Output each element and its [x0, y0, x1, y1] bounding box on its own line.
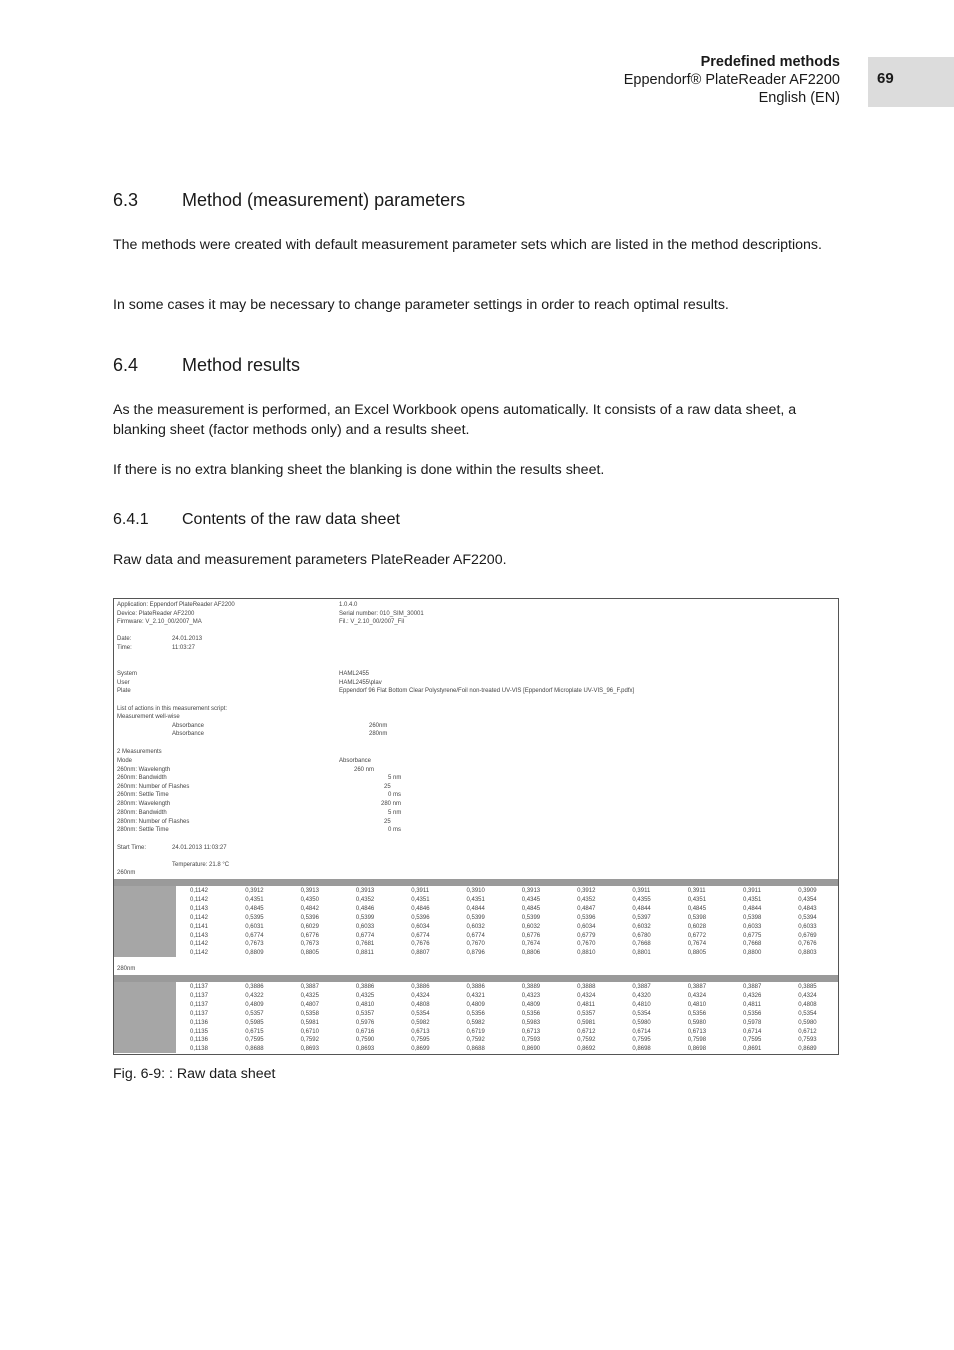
table-cell: 0,5980: [798, 1019, 817, 1026]
table-cell: 0,8809: [245, 950, 264, 957]
table-cell: 0,3912: [577, 888, 596, 894]
table-cell: 0,4810: [355, 1001, 375, 1008]
table-cell: 0,3887: [300, 984, 319, 990]
meta-param: 280nm: Bandwidth: [117, 810, 167, 816]
table-cell: 0,4811: [743, 1001, 761, 1008]
table-cell: 0,6712: [798, 1028, 817, 1035]
page-number: 69: [868, 57, 954, 107]
table-cell: 0,4354: [798, 896, 817, 903]
table-cell: 0,6034: [411, 923, 430, 930]
meta-param-value: 5 nm: [388, 810, 402, 816]
table-cell: 0,1137: [190, 1010, 208, 1017]
table-row: [176, 896, 838, 905]
table-cell: 0,5983: [521, 1019, 541, 1026]
meta-mode-value: Absorbance: [339, 758, 372, 764]
meta-param: 260nm: Wavelength: [117, 767, 171, 773]
table-cell: 0,8800: [743, 950, 762, 957]
table-cell: 0,1135: [190, 1028, 208, 1035]
table-cell: 0,8805: [687, 950, 707, 957]
table-cell: 0,7676: [798, 941, 817, 948]
table-cell: 0,5354: [632, 1010, 651, 1017]
meta-start-value: 24.01.2013 11:03:27: [172, 845, 227, 851]
row-header-strip: [114, 886, 176, 957]
table-cell: 0,4324: [577, 992, 596, 999]
table-cell: 0,7673: [245, 941, 264, 948]
table-cell: 0,7592: [466, 1037, 485, 1044]
table-cell: 0,4844: [466, 905, 485, 912]
table-cell: 0,7668: [743, 941, 762, 948]
table-cell: 0,3913: [300, 888, 319, 894]
table-cell: 0,3887: [632, 984, 651, 990]
table-cell: 0,4352: [355, 896, 375, 903]
meta-param: 280nm: Settle Time: [117, 827, 169, 833]
table-cell: 0,4845: [521, 905, 541, 912]
meta-plate-label: Plate: [117, 688, 131, 694]
table-cell: 0,4326: [743, 992, 762, 999]
table-cell: 0,6033: [355, 923, 375, 930]
meta-system-value: HAML2455: [339, 671, 370, 677]
table-row: [176, 992, 838, 1001]
table-cell: 0,4842: [300, 905, 319, 912]
table-cell: 0,4320: [632, 992, 651, 999]
raw-data-sheet-image: [113, 598, 839, 1055]
table-row: [176, 1036, 838, 1045]
table-cell: 0,6034: [577, 923, 596, 930]
table-cell: 0,5356: [521, 1010, 541, 1017]
table-cell: 0,8698: [632, 1046, 651, 1053]
table-cell: 0,6779: [577, 932, 596, 939]
table-cell: 0,3889: [521, 984, 541, 990]
meta-param: 260nm: Settle Time: [117, 792, 169, 798]
table-cell: 0,1143: [190, 905, 208, 912]
heading-6-4: [113, 355, 300, 376]
heading-number: 6.4: [113, 355, 139, 375]
table-cell: 0,1141: [190, 923, 208, 930]
meta-temperature: Temperature: 21.8 °C: [172, 862, 230, 868]
table-cell: 0,8796: [466, 950, 485, 957]
table-cell: 0,4845: [245, 905, 264, 912]
table-cell: 0,4844: [743, 905, 762, 912]
table-cell: 0,4810: [632, 1001, 651, 1008]
table-cell: 0,7674: [521, 941, 541, 948]
table-cell: 0,5357: [355, 1010, 375, 1017]
table-cell: 0,8688: [466, 1046, 485, 1053]
table-cell: 0,4809: [466, 1001, 485, 1008]
table-cell: 0,1142: [190, 896, 208, 903]
table-cell: 0,6713: [687, 1028, 707, 1035]
table-cell: 0,1142: [190, 914, 208, 921]
table-row: [176, 914, 838, 923]
table-cell: 0,7670: [577, 941, 596, 948]
table-cell: 0,1143: [190, 932, 208, 939]
table-cell: 0,8803: [798, 950, 817, 957]
header-product: Eppendorf® PlateReader AF2200: [623, 72, 840, 88]
table-cell: 0,6028: [687, 923, 707, 930]
table-cell: 0,6776: [521, 932, 541, 939]
table-cell: 0,7595: [743, 1037, 762, 1044]
paragraph: As the measurement is performed, an Excel Workbook opens automatically. It consists of a raw data sheet, a blanking sheet (factor methods only) and a results sheet.: [113, 402, 797, 438]
table-cell: 0,3886: [466, 984, 485, 990]
meta-param: 260nm: Number of Flashes: [117, 784, 190, 790]
table-cell: 0,6031: [245, 923, 264, 930]
table-cell: 0,8688: [245, 1046, 264, 1053]
table-cell: 0,3913: [521, 888, 541, 894]
table-row: [176, 887, 838, 896]
table-row: [176, 1045, 838, 1054]
table-cell: 0,7593: [521, 1037, 541, 1044]
meta-plate-value: Eppendorf 96 Flat Bottom Clear Polystyrene/Foil non-treated UV-VIS [Eppendorf Microplate UV-VIS_96_F.pdfx]: [339, 688, 635, 694]
table-cell: 0,4351: [466, 896, 485, 903]
table-cell: 0,4845: [687, 905, 707, 912]
meta-user-label: User: [117, 680, 130, 686]
table-cell: 0,6714: [632, 1028, 651, 1035]
table-cell: 0,6713: [411, 1028, 430, 1035]
table-cell: 0,6033: [743, 923, 762, 930]
table-cell: 0,5356: [687, 1010, 707, 1017]
table-cell: 0,6714: [743, 1028, 762, 1035]
table-cell: 0,1137: [190, 992, 208, 999]
table-cell: 0,1136: [190, 1037, 208, 1044]
table-row: [176, 1019, 838, 1028]
table-cell: 0,4322: [245, 992, 264, 999]
table-cell: 0,7674: [687, 941, 707, 948]
table-cell: 0,5356: [466, 1010, 485, 1017]
table-cell: 0,4351: [411, 896, 430, 903]
table-cell: 0,6032: [632, 923, 651, 930]
table-cell: 0,6774: [466, 932, 485, 939]
paragraph: Raw data and measurement parameters PlateReader AF2200.: [113, 552, 507, 568]
meta-param-value: 25: [384, 819, 391, 825]
table-cell: 0,8811: [355, 950, 374, 957]
table-cell: 0,6715: [245, 1028, 264, 1035]
block-label-280: 280nm: [117, 966, 136, 972]
meta-absorbance-1-value: 260nm: [369, 723, 388, 729]
table-header-strip: [114, 879, 838, 886]
table-cell: 0,5357: [577, 1010, 596, 1017]
meta-device: Device: PlateReader AF2200: [117, 611, 195, 617]
table-row: [176, 1028, 838, 1037]
table-cell: 0,5396: [300, 914, 319, 921]
table-cell: 0,7595: [245, 1037, 264, 1044]
table-cell: 0,3909: [798, 888, 817, 894]
table-cell: 0,6774: [245, 932, 264, 939]
table-cell: 0,7592: [300, 1037, 319, 1044]
table-cell: 0,4321: [466, 992, 485, 999]
table-cell: 0,6769: [798, 932, 817, 939]
meta-param: 280nm: Number of Flashes: [117, 819, 190, 825]
meta-firmware: Firmware: V_2.10_00/2007_MA: [117, 619, 202, 625]
table-cell: 0,5398: [743, 914, 762, 921]
table-cell: 0,4355: [632, 896, 651, 903]
table-cell: 0,4324: [687, 992, 707, 999]
table-cell: 0,4324: [411, 992, 430, 999]
table-cell: 0,6032: [466, 923, 485, 930]
figure-caption: Fig. 6-9: : Raw data sheet: [113, 1066, 276, 1082]
meta-actions: List of actions in this measurement script:: [117, 706, 228, 712]
meta-application: Application: Eppendorf PlateReader AF2200: [117, 602, 235, 608]
table-cell: 0,4325: [300, 992, 319, 999]
table-row: [176, 940, 838, 949]
meta-serial: Serial number: 010_SIM_30001: [339, 611, 424, 617]
table-cell: 0,4809: [521, 1001, 541, 1008]
table-row: [176, 1010, 838, 1019]
table-cell: 0,4351: [245, 896, 264, 903]
table-cell: 0,7673: [300, 941, 319, 948]
table-cell: 0,8807: [411, 950, 430, 957]
table-cell: 0,1136: [190, 1019, 208, 1026]
header-section-title: Predefined methods: [700, 54, 840, 70]
table-cell: 0,5976: [355, 1019, 375, 1026]
table-cell: 0,6776: [300, 932, 319, 939]
table-cell: 0,5396: [577, 914, 596, 921]
table-cell: 0,6029: [300, 923, 319, 930]
table-cell: 0,4345: [521, 896, 541, 903]
table-cell: 0,5357: [245, 1010, 264, 1017]
table-cell: 0,3885: [798, 984, 817, 990]
meta-param: 280nm: Wavelength: [117, 801, 171, 807]
table-cell: 0,4811: [577, 1001, 595, 1008]
table-row: [176, 932, 838, 941]
table-cell: 0,5978: [743, 1019, 762, 1026]
table-cell: 0,3886: [355, 984, 375, 990]
table-cell: 0,6774: [355, 932, 375, 939]
table-cell: 0,6033: [798, 923, 817, 930]
table-cell: 0,5980: [687, 1019, 707, 1026]
table-cell: 0,8692: [577, 1046, 596, 1053]
meta-absorbance-1: Absorbance: [172, 723, 205, 729]
table-cell: 0,4847: [577, 905, 596, 912]
table-cell: 0,6772: [687, 932, 707, 939]
table-cell: 0,4808: [798, 1001, 817, 1008]
table-cell: 0,1137: [190, 984, 208, 990]
table-cell: 0,4809: [245, 1001, 264, 1008]
table-cell: 0,3886: [411, 984, 430, 990]
table-cell: 0,4352: [577, 896, 596, 903]
heading-title: Method results: [182, 355, 301, 375]
table-cell: 0,4810: [687, 1001, 707, 1008]
table-cell: 0,8693: [355, 1046, 375, 1053]
table-cell: 0,5399: [466, 914, 485, 921]
table-cell: 0,5981: [577, 1019, 596, 1026]
table-cell: 0,5356: [743, 1010, 762, 1017]
table-cell: 0,5354: [411, 1010, 430, 1017]
table-cell: 0,1142: [190, 888, 208, 894]
heading-title: Contents of the raw data sheet: [182, 511, 400, 528]
table-cell: 0,3913: [355, 888, 375, 894]
table-cell: 0,4350: [300, 896, 319, 903]
heading-number: 6.4.1: [113, 511, 149, 528]
paragraph: If there is no extra blanking sheet the blanking is done within the results sheet.: [113, 462, 605, 478]
table-cell: 0,7681: [355, 941, 375, 948]
table-cell: 0,7598: [687, 1037, 707, 1044]
table-cell: 0,6032: [521, 923, 541, 930]
table-cell: 0,4844: [632, 905, 651, 912]
table-cell: 0,5399: [521, 914, 541, 921]
table-row: [176, 905, 838, 914]
table-cell: 0,5358: [300, 1010, 319, 1017]
table-cell: 0,4808: [411, 1001, 430, 1008]
meta-mode-label: Mode: [117, 758, 133, 764]
table-header-strip: [114, 975, 838, 982]
table-cell: 0,8801: [632, 950, 651, 957]
table-cell: 0,4846: [355, 905, 375, 912]
table-cell: 0,5985: [245, 1019, 264, 1026]
block-label-260: 260nm: [117, 870, 136, 876]
meta-param-value: 0 ms: [388, 827, 402, 833]
table-cell: 0,8690: [521, 1046, 541, 1053]
table-cell: 0,3888: [577, 984, 596, 990]
table-cell: 0,3886: [245, 984, 264, 990]
meta-firmware-value: Fil.: V_2.10_00/2007_Fil: [339, 619, 405, 625]
meta-time-value: 11:03:27: [172, 645, 195, 651]
table-cell: 0,6713: [521, 1028, 541, 1035]
table-cell: 0,3911: [632, 888, 651, 894]
heading-6-4-1: [113, 511, 400, 529]
table-row: [176, 1001, 838, 1010]
table-cell: 0,8699: [411, 1046, 430, 1053]
table-cell: 0,5982: [411, 1019, 430, 1026]
table-cell: 0,6775: [743, 932, 762, 939]
table-cell: 0,5397: [632, 914, 651, 921]
meta-date-value: 24.01.2013: [172, 636, 203, 642]
meta-param-value: 0 ms: [388, 792, 402, 798]
table-cell: 0,8693: [300, 1046, 319, 1053]
meta-param-value: 25: [384, 784, 391, 790]
table-cell: 0,6710: [300, 1028, 319, 1035]
table-cell: 0,1142: [190, 941, 208, 948]
table-cell: 0,4807: [300, 1001, 319, 1008]
table-cell: 0,6716: [355, 1028, 375, 1035]
meta-application-value: 1.0.4.0: [339, 602, 358, 608]
meta-time-label: Time:: [117, 645, 132, 651]
table-cell: 0,6712: [577, 1028, 596, 1035]
table-cell: 0,8689: [798, 1046, 817, 1053]
table-cell: 0,5395: [245, 914, 264, 921]
table-cell: 0,7595: [632, 1037, 651, 1044]
header-language: English (EN): [758, 90, 840, 106]
table-cell: 0,8698: [687, 1046, 707, 1053]
table-cell: 0,4351: [687, 896, 707, 903]
table-cell: 0,5394: [798, 914, 817, 921]
table-cell: 0,8810: [577, 950, 596, 957]
table-row: [176, 923, 838, 932]
meta-start-label: Start Time:: [117, 845, 147, 851]
meta-measurements: 2 Measurements: [117, 749, 162, 755]
table-cell: 0,7668: [632, 941, 651, 948]
table-cell: 0,6780: [632, 932, 651, 939]
table-row: [176, 949, 838, 958]
table-cell: 0,6719: [466, 1028, 485, 1035]
table-cell: 0,3911: [411, 888, 430, 894]
table-cell: 0,8691: [743, 1046, 762, 1053]
meta-param-value: 260 nm: [354, 767, 375, 773]
meta-absorbance-2: Absorbance: [172, 731, 205, 737]
table-cell: 0,3911: [743, 888, 761, 894]
table-cell: 0,5398: [687, 914, 707, 921]
table-cell: 0,5980: [632, 1019, 651, 1026]
table-cell: 0,1142: [190, 950, 208, 957]
table-cell: 0,4351: [743, 896, 762, 903]
meta-wellwise: Measurement well-wise: [117, 714, 180, 720]
heading-title: Method (measurement) parameters: [182, 190, 466, 210]
table-cell: 0,7670: [466, 941, 485, 948]
meta-date-label: Date:: [117, 636, 132, 642]
table-cell: 0,4323: [521, 992, 541, 999]
table-cell: 0,3887: [687, 984, 707, 990]
meta-absorbance-2-value: 280nm: [369, 731, 388, 737]
meta-param: 260nm: Bandwidth: [117, 775, 167, 781]
paragraph: In some cases it may be necessary to change parameter settings in order to reach optimal results.: [113, 297, 729, 313]
meta-user-value: HAML2455\plav: [339, 680, 382, 686]
table-cell: 0,4324: [798, 992, 817, 999]
table-cell: 0,3887: [743, 984, 762, 990]
table-cell: 0,8806: [521, 950, 541, 957]
meta-system-label: System: [117, 671, 138, 677]
table-row: [176, 983, 838, 992]
heading-6-3: [113, 190, 465, 211]
table-cell: 0,3910: [466, 888, 485, 894]
table-cell: 0,7595: [411, 1037, 430, 1044]
table-cell: 0,5396: [411, 914, 430, 921]
table-cell: 0,3911: [687, 888, 706, 894]
table-cell: 0,5354: [798, 1010, 817, 1017]
table-cell: 0,7593: [798, 1037, 817, 1044]
table-cell: 0,1137: [190, 1001, 208, 1008]
table-cell: 0,7676: [411, 941, 430, 948]
meta-param-value: 5 nm: [388, 775, 402, 781]
meta-param-value: 280 nm: [381, 801, 402, 807]
table-cell: 0,8805: [300, 950, 319, 957]
table-cell: 0,5399: [355, 914, 375, 921]
table-cell: 0,7590: [355, 1037, 375, 1044]
running-header: [624, 53, 840, 107]
table-cell: 0,6774: [411, 932, 430, 939]
table-cell: 0,7592: [577, 1037, 596, 1044]
table-cell: 0,4325: [355, 992, 375, 999]
table-cell: 0,1138: [190, 1046, 208, 1053]
paragraph: The methods were created with default measurement parameter sets which are listed in the method descriptions.: [113, 237, 822, 253]
table-cell: 0,4843: [798, 905, 817, 912]
table-cell: 0,5981: [300, 1019, 319, 1026]
table-cell: 0,3912: [245, 888, 264, 894]
row-header-strip: [114, 982, 176, 1053]
table-cell: 0,4846: [411, 905, 430, 912]
table-cell: 0,5982: [466, 1019, 485, 1026]
heading-number: 6.3: [113, 190, 139, 210]
